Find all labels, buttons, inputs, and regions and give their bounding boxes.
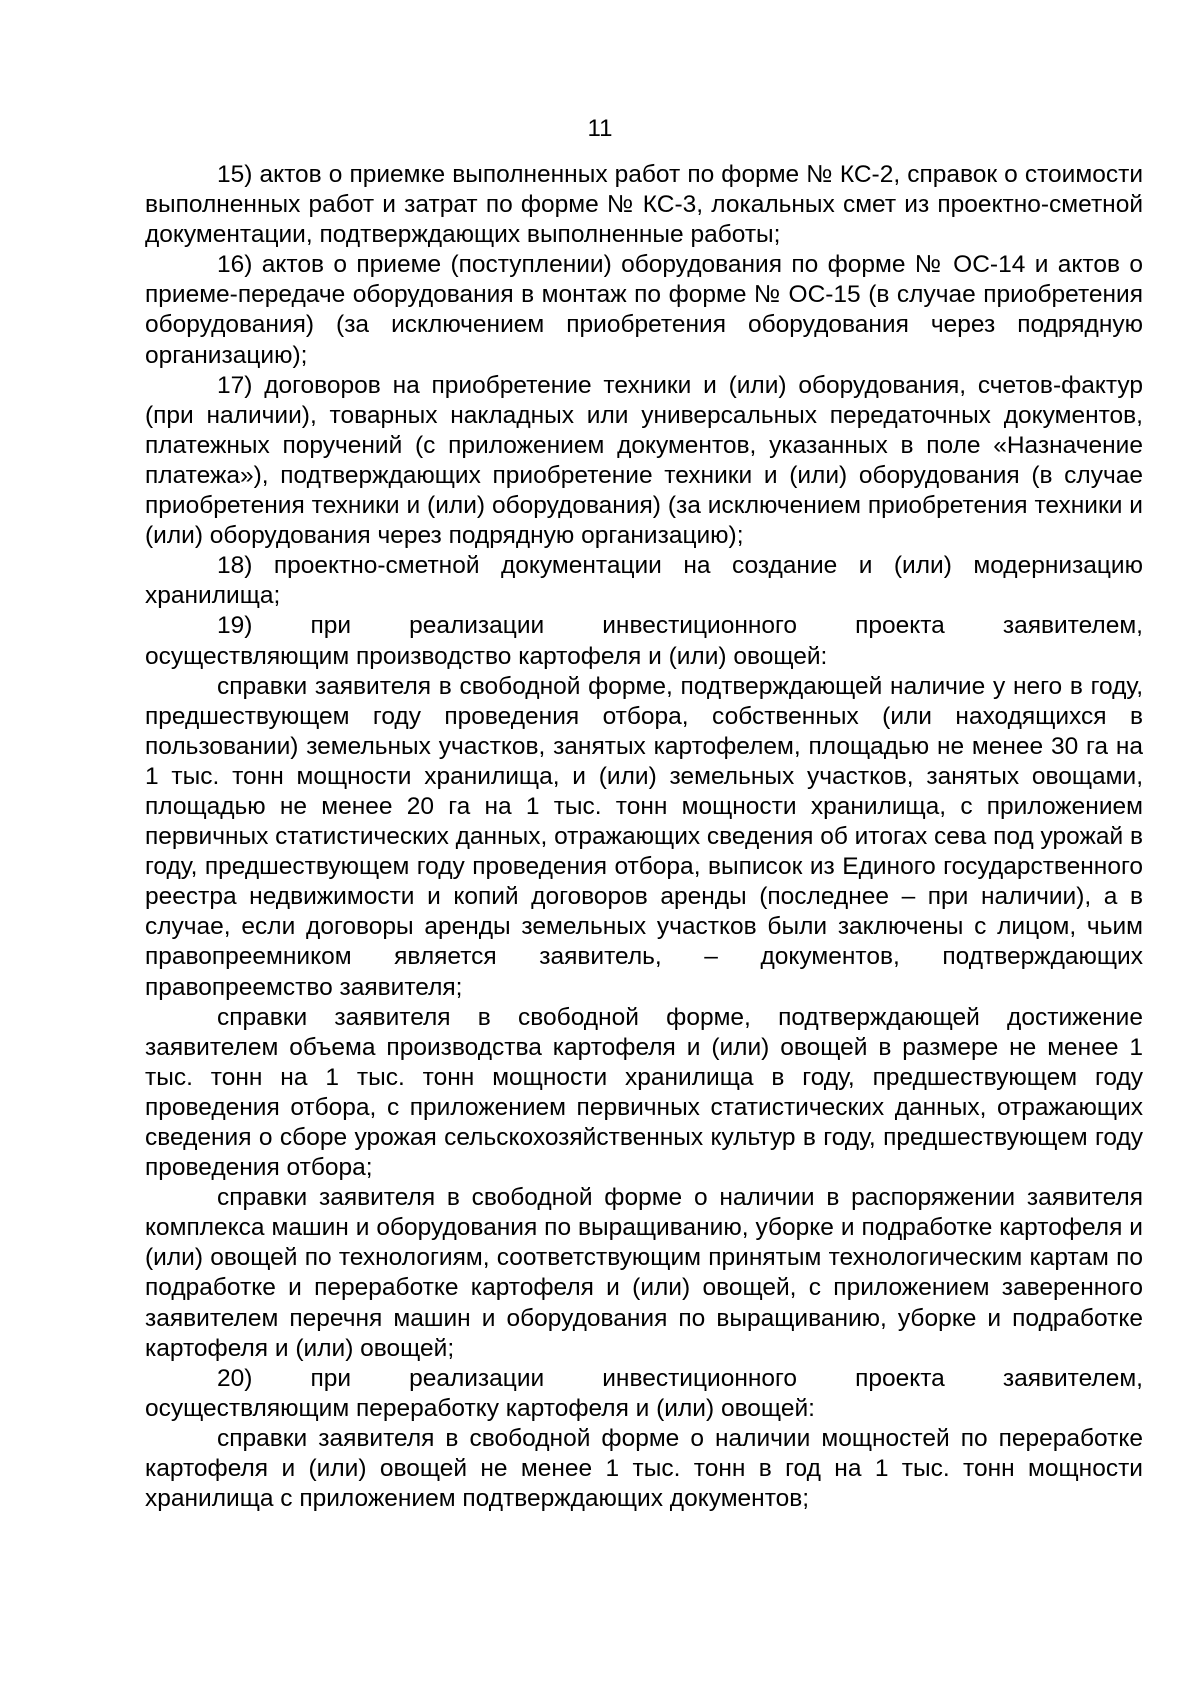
paragraph-item-19-intro-continued: осуществляющим производство картофеля и (или) овощей:	[145, 642, 828, 670]
paragraph-item-19-production-certificate: справки заявителя в свободной форме, подтверждающей достижение заявителем объема производства картофеля и (или) овощей в размере не менее 1 тыс. тонн на 1 тыс. тонн мощности хранилища в году, предшествующем году проведения отбора, с приложением первичных статистических данных, отражающих сведения о сборе урожая сельскохозяйственных культур в году, предшествующем году проведения отбора;	[145, 1003, 1143, 1182]
paragraph-item-19-land-certificate: справки заявителя в свободной форме, подтверждающей наличие у него в году, предшествующем году проведения отбора, собственных (или находящихся в пользовании) земельных участков, занятых картофелем, площадью не менее 30 га на 1 тыс. тонн мощности хранилища, и (или) земельных участков, занятых овощами, площадью не менее 20 га на 1 тыс. тонн мощности хранилища, с приложением первичных статистических данных, отражающих сведения об итогах сева под урожай в году, предшествующем году проведения отбора, выписок из Единого государственного реестра недвижимости и копий договоров аренды (последнее – при наличии), а в случае, если договоры аренды земельных участков были заключены с лицом, чьим правопреемником является заявитель, – документов, подтверждающих правопреемство заявителя;	[145, 672, 1144, 1001]
paragraph-item-19-equipment-certificate: справки заявителя в свободной форме о наличии в распоряжении заявителя комплекса машин и оборудования по выращиванию, уборке и подработке картофеля и (или) овощей по технологиям, соответствующим принятым технологическим картам по подработке и переработке картофеля и (или) овощей, с приложением заверенного заявителем перечня машин и оборудования по выращиванию, уборке и подработке картофеля и (или) овощей;	[145, 1184, 1143, 1362]
paragraph-item-20-intro: 20) при реализации инвестиционного проекта заявителем,	[217, 1364, 1143, 1392]
document-body	[145, 160, 1143, 1514]
page-number: 11	[587, 115, 613, 142]
paragraph-item-20-intro-continued: осуществляющим переработку картофеля и (или) овощей:	[145, 1394, 815, 1422]
paragraph-item-15: 15) актов о приемке выполненных работ по форме № КС-2, справок о стоимости выполненных работ и затрат по форме № КС-3, локальных смет из проектно-сметной документации, подтверждающих выполненные работы;	[145, 161, 1143, 249]
paragraph-item-19-intro: 19) при реализации инвестиционного проекта заявителем,	[217, 612, 1143, 640]
paragraph-item-18: 18) проектно-сметной документации на создание и (или) модернизацию хранилища;	[145, 552, 1143, 610]
paragraph-item-20-processing-certificate: справки заявителя в свободной форме о наличии мощностей по переработке картофеля и (или) овощей не менее 1 тыс. тонн в год на 1 тыс. тонн мощности хранилища с приложением подтверждающих документов;	[145, 1424, 1143, 1513]
paragraph-item-17: 17) договоров на приобретение техники и (или) оборудования, счетов-фактур (при наличии), товарных накладных или универсальных передаточных документов, платежных поручений (с приложением документов, указанных в поле «Назначение платежа»), подтверждающих приобретение техники и (или) оборудования (в случае приобретения техники и (или) оборудования) (за исключением приобретения техники и (или) оборудования через подрядную организацию);	[145, 371, 1143, 550]
paragraph-item-16: 16) актов о приеме (поступлении) оборудования по форме № ОС-14 и актов о приеме-передаче оборудования в монтаж по форме № ОС-15 (в случае приобретения оборудования) (за исключением приобретения оборудования через подрядную организацию);	[145, 251, 1143, 369]
